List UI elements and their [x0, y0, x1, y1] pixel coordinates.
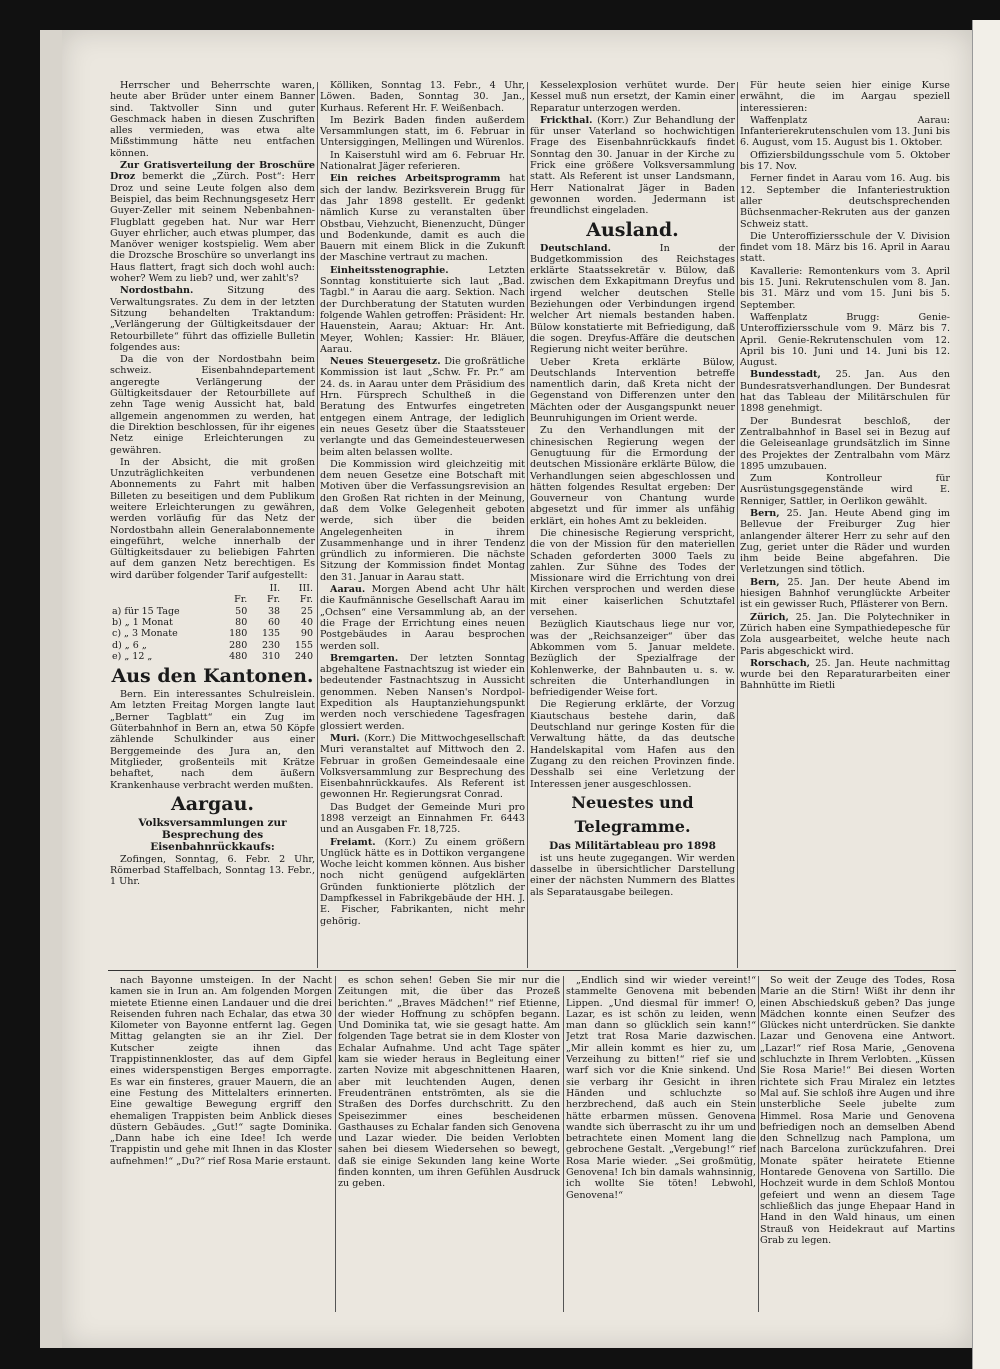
article-text: Zofingen, Sonntag, 6. Febr. 2 Uhr, Römerbad Staffelbach, Sonntag 13. Febr., 1 Uhr.	[110, 853, 315, 888]
article-text: Morgen Abend acht Uhr hält die Kaufmännische Gesellschaft Aarau im „Ochsen“ eine Versammlung ab, an der die Frage der Errichtung eines neuen Postgebäudes in Aarau besprochen werden soll.	[320, 584, 525, 652]
article-text: Waffenplatz Aarau: Infanterierekrutenschulen vom 13. Juni bis 6. August, vom 15. August bis 1. Oktober.	[740, 114, 950, 149]
article-heading: Deutschland.	[540, 242, 611, 254]
page-left-edge	[40, 30, 62, 1348]
feuilleton-column-2	[338, 975, 560, 1315]
column-2	[320, 80, 525, 970]
article-text: Der Bundesrat beschloß, der Zentralbahnhof in Basel sei in Bezug auf die Geleiseanlage grundsätzlich im Sinne des Projektes der Zentralbahn vom März 1895 umzubauen.	[740, 415, 950, 472]
feuilleton-text: „Endlich sind wir wieder vereint!“ stammelte Genovena mit bebenden Lippen. „Und diesmal für immer! O, Lazar, es ist schön zu leiden, wenn man dann so glücklich sein kann!“ Jetzt trat Rosa Marie dazwischen. „Mir allein kommt es hier zu, um Verzeihung zu bitten!“ rief sie und warf sich vor die Knie sinkend. Und sie verbarg ihr Gesicht in ihren Händen und schluchzte so herzbrechend, daß auch ein Stein hätte erbarmen müssen. Genovena wandte sich überrascht zu ihr um und betrachtete einen Moment lang die gebrochene Gestalt. „Vergebung!“ rief Rosa Marie wieder. „Sei großmütig, Genovena! Ich bin damals wahnsinnig, ich wollte Sie töten! Lebwohl, Genovena!“	[566, 975, 756, 1201]
article-text: Das Budget der Gemeinde Muri pro 1898 verzeigt an Einnahmen Fr. 6443 und an Ausgaben Fr. 18,725.	[320, 801, 525, 836]
article-text: Die Unteroffiziersschule der V. Division findet vom 18. März bis 16. April in Aarau statt.	[740, 230, 950, 265]
section-heading: Ausland.	[586, 218, 679, 241]
article-text: 25. Jan. Die Polytechniker in Zürich haben eine Sympathiedepesche für Zola ausgearbeitet, welche heute nach Paris abgeschickt wird.	[740, 611, 950, 657]
article-text: Kölliken, Sonntag 13. Febr., 4 Uhr, Löwen. Baden, Sonntag 30. Jan., Kurhaus. Referent Hr. F. Weißenbach.	[320, 80, 525, 114]
feuilleton-column-3	[566, 975, 756, 1315]
article-text: Ueber Kreta erklärte Bülow, Deutschlands Intervention betreffe namentlich darin, daß Kreta nicht der Gegenstand von Differenzen unter den Mächten oder der Ausgangspunkt neuer Beunruhigungen im Orient werde.	[530, 356, 735, 425]
article-text: Zum Kontrolleur für Ausrüstungsgegenstände wird E. Renniger, Sattler, in Oerlikon gewählt.	[740, 473, 950, 507]
feuilleton-column-1	[110, 975, 332, 1315]
article-text: In der Budgetkommission des Reichstages erklärte Staatssekretär v. Bülow, daß zwischen dem Exkapitmann Dreyfus und irgend welcher deutschen Stelle Beziehungen oder Verbindungen irgend welcher Art niemals bestanden haben. Bülow konstatierte mit Befriedigung, daß die sogen. Dreyfus-Affäre die deutschen Regierung nicht weiter berühre.	[530, 242, 735, 356]
article-heading: Zürich,	[750, 611, 789, 623]
article-heading: Das Militärtableau pro 1898	[549, 839, 716, 852]
article-text: 25. Jan. Heute nachmittag wurde bei den Reparaturarbeiten einer Bahnhütte im Rietli	[740, 657, 950, 692]
column-1	[110, 80, 315, 970]
feuilleton-text: es schon sehen! Geben Sie mir nur die Zeitungen mit, die über das Prozeß berichten.“ „Braves Mädchen!“ rief Etienne, der wieder Hoffnung zu schöpfen begann. Und Dominika tat, wie sie gesagt hatte. Am folgenden Tage betrat sie in dem Kloster von Echalar Aufnahme. Und acht Tage später kam sie wieder heraus in Begleitung einer zarten Novize mit abgeschnittenen Haaren, aber mit leuchtenden Augen, denen Freudentränen entströmten, als sie die Straßen des Dorfes durchschritt. Zu den Speisezimmer eines bescheidenen Gasthauses zu Echalar fanden sich Genovena und Lazar wieder. Die beiden Verlobten sahen bei diesem Wiedersehen so bewegt, daß sie einige Sekunden lang keine Worte finden konnten, um ihren Gefühlen Ausdruck zu geben.	[338, 975, 560, 1190]
article-text: Bezüglich Kiautschaus liege nur vor, was der „Reichsanzeiger“ über das Abkommen vom 5. Januar meldete. Bezüglich der Spezialfrage der Kohlenwerke, der Bahnbauten u. s. w. schreiten die Unterhandlungen in befriedigender Weise fort.	[530, 619, 735, 699]
article-text: bemerkt die „Zürch. Post“: Herr Droz und seine Leute folgen also dem Beispiel, das beim Rechnungsgesetz Herr Guyer-Zeller mit seinem Nebenbahnen-Flugblatt gegeben hat. Nur war Herr Guyer ehrlicher, auch etwas plumper, das Manöver weniger kostspielig. Wem aber die Drozsche Broschüre so unverlangt ins Haus flattert, fragt sich doch wohl auch: woher? Wem zu lieb? und, wer zahlt's?	[110, 171, 315, 285]
article-heading: Frickthal.	[540, 114, 593, 126]
feuilleton-rule	[108, 970, 956, 971]
article-heading: Einheitsstenographie.	[330, 264, 449, 276]
article-text: Zu den Verhandlungen mit der chinesischen Regierung wegen der Genugtuung für die Ermordung der deutschen Missionäre erklärte Bülow, die Verhandlungen seien abgeschlossen und hätten folgendes Resultat ergeben: Der Gouverneur von Chantung wurde abgesetzt und für immer als unfähig erklärt, ein hohes Amt zu bekleiden.	[530, 425, 735, 527]
feuilleton-column-4	[760, 975, 955, 1315]
article-text: Waffenplatz Brugg: Genie-Unteroffiziersschule vom 9. März bis 7. April. Genie-Rekrutenschulen vom 12. April bis 10. Juni und 14. Juni bis 12. August.	[740, 311, 950, 369]
article-heading: Freiamt.	[330, 836, 376, 848]
article-text: Die Regierung erklärte, der Vorzug Kiautschaus bestehe darin, daß Deutschland nur geringe Kosten für die Verwaltung hätte, da das deutsche Handelskapital vom Hafen aus den Zugang zu den reichen Provinzen finde. Desshalb sei eine Verletzung der Interessen jener ausgeschlossen.	[530, 699, 735, 790]
tarif-row: c) „ 3 Monate 180 135 90	[112, 628, 313, 640]
tarif-table	[110, 583, 315, 662]
column-rule	[563, 976, 564, 1312]
article-heading: Rorschach,	[750, 657, 811, 669]
article-text: In Kaiserstuhl wird am 6. Februar Hr. Nationalrat Jäger referieren.	[320, 149, 525, 173]
column-rule	[527, 82, 528, 968]
article-heading: Ein reiches Arbeitsprogramm	[330, 173, 501, 185]
column-rule	[737, 82, 738, 968]
article-text: Im Bezirk Baden finden außerdem Versammlungen statt, im 6. Februar in Untersiggingen, Mellingen und Würenlos.	[320, 114, 525, 149]
section-heading: Aargau.	[170, 792, 255, 815]
article-text: Sitzung des Verwaltungsrates. Zu dem in der letzten Sitzung behandelten Traktandum: „Verlängerung der Gültigkeitsdauer der Retourbillete“ führt das offizielle Bulletin folgendes aus:	[110, 285, 315, 353]
article-text: Für heute seien hier einige Kurse erwähnt, die im Aargau speziell interessieren:	[740, 80, 950, 114]
article-text: Ferner findet in Aarau vom 16. Aug. bis 12. September die Infanteriestruktion aller deutschsprechenden Büchsenmacher-Rekruten aus der ganzen Schweiz statt.	[740, 173, 950, 230]
article-text: Herrscher und Beherrschte waren, heute aber Brüder unter einem Banner sind. Taktvoller Sinn und guter Geschmack haben in diesen Zuschriften alles vermieden, was etwa alte Mißstimmung hätte neu entfachen können.	[110, 80, 315, 159]
column-rule	[317, 82, 318, 968]
tarif-header: III.	[298, 583, 313, 595]
tarif-row: b) „ 1 Monat 80 60 40	[112, 616, 313, 628]
article-text: (Korr.) Die Mittwochgesellschaft Muri veranstaltet auf Mittwoch den 2. Februar in großen Gemeindesaale eine Volksversammlung zur Besprechung des Eisenbahnrückkaufes. Als Referent ist gewonnen Hr. Regierungsrat Conrad.	[320, 732, 525, 801]
tarif-row: a) für 15 Tage 50 38 25	[112, 605, 313, 617]
article-heading: Neues Steuergesetz.	[330, 356, 441, 368]
column-rule	[758, 976, 759, 1312]
article-text: 25. Jan. Der heute Abend im hiesigen Bahnhof verunglückte Arbeiter ist ein gewisser Ruch, Pflästerer von Bern.	[740, 576, 950, 611]
article-text: Offiziersbildungsschule vom 5. Oktober bis 17. Nov.	[740, 149, 950, 173]
tarif-header: II.	[269, 583, 281, 595]
section-heading: Aus den Kantonen.	[111, 665, 314, 688]
article-heading: Aarau.	[330, 584, 366, 596]
article-text: Die großrätliche Kommission ist laut „Schw. Fr. Pr.“ am 24. ds. in Aarau unter dem Präsidium des Hrn. Fürsprech Schultheß in die Beratung des Entwurfes eingetreten entgegen einem Antrage, der lediglich ein neues Gesetz über die Staatssteuer verlangte und das Gemeindesteuerwesen beim alten belassen wollte.	[320, 356, 525, 458]
article-heading: Bern,	[750, 576, 780, 588]
article-heading: Bremgarten.	[330, 652, 399, 664]
article-heading: Bundesstadt,	[750, 369, 821, 381]
tarif-row: d) „ 6 „ 280 230 155	[112, 639, 313, 651]
article-heading: Muri.	[330, 732, 360, 744]
article-text: Da die von der Nordostbahn beim schweiz. Eisenbahndepartement angeregte Verlängerung der Gültigkeitsdauer der Retourbillete auf zehn Tage wenig Aussicht hat, bald allgemein angenommen zu werden, hat die Direktion beschlossen, für ihr eigenes Netz einige Erleichterungen zu gewähren.	[110, 354, 315, 456]
article-text: 25. Jan. Aus den Bundesratsverhandlungen. Der Bundesrat hat das Tableau der Militärschulen für 1898 genehmigt.	[740, 369, 950, 415]
feuilleton-text: So weit der Zeuge des Todes, Rosa Marie an die Stirn! Wißt ihr denn ihr einen Abschiedskuß geben? Das junge Mädchen konnte einen Seufzer des Glückes nicht unterdrücken. Sie dankte Lazar und Genovena eine Antwort. „Lazar!“ rief Rosa Marie, „Genovena schluchzte in Ihrem Verlobten. „Küssen Sie Rosa Marie!“ Bei diesen Worten richtete sich Frau Miralez ein letztes Mal auf. Sie schloß ihre Augen und ihre unsterbliche Seele jubelte zum Himmel. Rosa Marie und Genovena befriedigen noch an demselben Abend den Schnellzug nach Pamplona, um nach Barcelona zurückzufahren. Drei Monate später heiratete Etienne Hontarede Genovena von Sartillo. Die Hochzeit wurde in dem Schloß Montou gefeiert und wenn an diesem Tage schließlich das junge Ehepaar Hand in Hand in den Wald hinaus, um einen Strauß von Heidekraut auf Martins Grab zu legen.	[760, 975, 955, 1246]
article-text: hat sich der landw. Bezirksverein Brugg für das Jahr 1898 gestellt. Er gedenkt nämlich Kurse zu veranstalten über Obstbau, Viehzucht, Bienenzucht, Dünger und Bodenkunde, damit es auch die Bauern mit einem Blick in die Zukunft der Maschine vertraut zu machen.	[320, 173, 525, 264]
column-rule	[335, 976, 336, 1312]
feuilleton-text: nach Bayonne umsteigen. In der Nacht kamen sie in Irun an. Am folgenden Morgen mietete Etienne einen Landauer und die drei Reisenden fuhren nach Echalar, das etwa 30 Kilometer von Bayonne entfernt lag. Gegen Mittag gelangten sie an ihr Ziel. Der Kutscher zeigte ihnen das Trappistinnenkloster, das auf dem Gipfel eines widerspenstigen Berges emporragte. Es war ein finsteres, grauer Mauern, die an eine Festung des Mittelalters erinnerten. Eine gewaltige Bewegung ergriff den ehemaligen Trappisten beim Anblick dieses düstern Gebäudes. „Gut!“ sagte Dominika. „Dann habe ich eine Idee! Ich werde Trappistin und gehe mit Ihnen in das Kloster aufnehmen!“ „Du?“ rief Rosa Marie erstaunt.	[110, 975, 332, 1167]
article-text: ist uns heute zugegangen. Wir werden dasselbe in übersichtlicher Darstellung einer der nächsten Nummern des Blattes als Separatausgabe beilegen.	[530, 852, 735, 898]
article-text: Kesselexplosion verhütet wurde. Der Kessel muß nun ersetzt, der Kamin einer Reparatur unterzogen werden.	[530, 80, 735, 114]
article-text: Die Kommission wird gleichzeitig mit dem neuen Gesetze eine Botschaft mit Motiven über die Verfassungsrevision an den Großen Rat richten in der Meinung, daß dem Volke Gelegenheit geboten werde, sich über die beiden Angelegenheiten in ihrem Zusammenhange und in ihrer Tendenz gründlich zu informieren. Die nächste Sitzung der Kommission findet Montag den 31. Januar in Aarau statt.	[320, 458, 525, 583]
article-text: Die chinesische Regierung verspricht, die von der Mission für den materiellen Schaden geforderten 3000 Taels zu zahlen. Zur Sühne des Todes der Missionare wird die Errichtung von drei Kirchen versprochen und werden diese mit einer kaiserlichen Schutztafel versehen.	[530, 527, 735, 619]
article-text: Der letzten Sonntag abgehaltene Fastnachtszug ist wieder ein bedeutender Fastnachtszug in Aussicht genommen. Neben Nansen's Nordpol-Expedition als Hauptanziehungspunkt werden noch verschiedene Tagesfragen glossiert werden.	[320, 652, 525, 732]
column-4	[740, 80, 950, 970]
article-heading: Zur Gratisverteilung der Broschüre Droz	[110, 160, 315, 183]
article-text: In der Absicht, die mit großen Unzuträglichkeiten verbundenen Abonnements zu Fahrt mit halben Billeten zu beseitigen und dem Publikum weitere Erleichterungen zu gewähren, werden vorläufig für das Netz der Nordostbahn allein Generalabonnemente eingeführt, welche innerhalb der Gültigkeitsdauer zu beliebigen Fahrten auf dem ganzen Netz berechtigen. Es wird darüber folgender Tarif aufgestellt:	[110, 456, 315, 581]
article-text: Kavallerie: Remontenkurs vom 3. April bis 15. Juni. Rekrutenschulen vom 8. Jan. bis 31. März und vom 15. Juni bis 5. September.	[740, 265, 950, 311]
tarif-unit: Fr.	[234, 594, 248, 606]
article-text: 25. Jan. Heute Abend ging im Bellevue der Freiburger Zug hier anlangender älterer Herr zu sehr auf den Zug, geriet unter die Räder und wurden ihm beide Beine abgefahren. Die Verletzungen sind tötlich.	[740, 507, 950, 576]
section-heading: Neuestes und Telegramme.	[571, 792, 694, 836]
tarif-unit: Fr.	[299, 594, 313, 606]
article-text: Letzten Sonntag konstituierte sich laut „Bad. Tagbl.“ in Aarau die aarg. Sektion. Nach der Durchberatung der Statuten wurden folgende Wahlen getroffen: Präsident: Hr. Hauenstein, Aarau; Aktuar: Hr. Ant. Meyer, Wohlen; Kassier: Hr. Bläuer, Aarau.	[320, 264, 525, 355]
article-text: (Korr.) Zu einem größern Unglück hätte es in Dottikon vergangene Woche leicht kommen können. Aus bisher noch nicht genügend aufgeklärten Gründen funktionierte plötzlich der Dampfkessel in Fabrikgebäude der HH. J. E. Fischer, Fabrikanten, nicht mehr gehörig.	[320, 836, 525, 927]
article-text: Bern. Ein interessantes Schulreislein. Am letzten Freitag Morgen langte laut „Berner Tagblatt“ ein Zug im Güterbahnhof in Bern an, etwa 50 Köpfe zählende Schulkinder aus einer Berggemeinde des Jura an, den Mitglieder, großenteils mit Krätze behaftet, nach dem äußern Krankenhause verbracht werden mußten.	[110, 689, 315, 791]
article-heading: Volksversammlungen zur Besprechung des Eisenbahnrückkaufs:	[138, 816, 287, 853]
article-text: (Korr.) Zur Behandlung der für unser Vaterland so hochwichtigen Frage des Eisenbahnrückkaufs findet Sonntag den 30. Januar in der Kirche zu Frick eine größere Volksversammlung statt. Als Referent ist unser Landsmann, Herr Nationalrat Jäger in Baden gewonnen worden. Jedermann ist freundlichst eingeladen.	[530, 114, 735, 217]
column-3	[530, 80, 735, 970]
next-page-edge	[972, 20, 1000, 1369]
article-heading: Nordostbahn.	[120, 285, 194, 297]
tarif-row: e) „ 12 „ 480 310 240	[112, 650, 313, 662]
article-heading: Bern,	[750, 507, 780, 519]
tarif-unit: Fr.	[267, 594, 281, 606]
